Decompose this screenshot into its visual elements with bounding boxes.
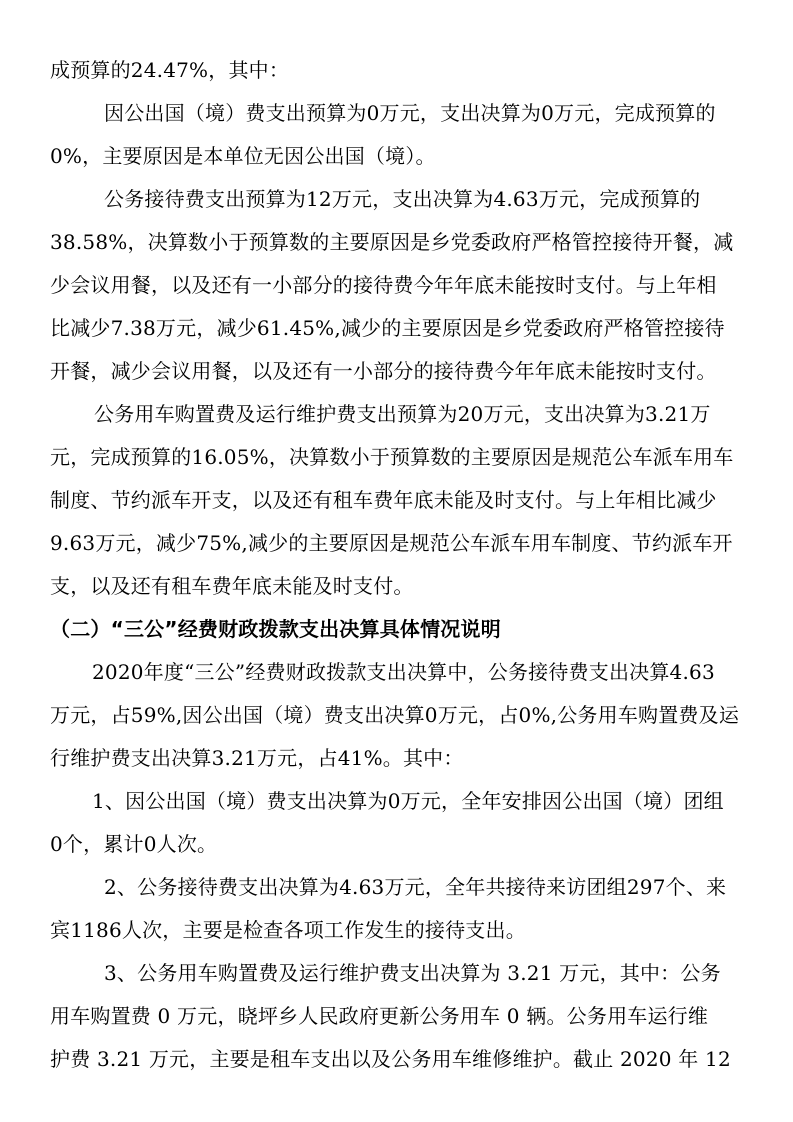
- paragraph-line: 公务接待费支出预算为12万元，支出决算为4.63万元，完成预算的: [104, 187, 701, 211]
- paragraph-line: 成预算的24.47%，其中：: [50, 58, 290, 82]
- paragraph-line: 元，完成预算的16.05%，决算数小于预算数的主要原因是规范公车派车用车: [50, 445, 734, 469]
- paragraph-line: 0%，主要原因是本单位无因公出国（境）。: [50, 144, 436, 168]
- paragraph-line: 0个，累计0人次。: [50, 832, 218, 856]
- paragraph-line: 因公出国（境）费支出预算为0万元，支出决算为0万元，完成预算的: [104, 101, 716, 125]
- paragraph-line: 万元，占59%,因公出国（境）费支出决算0万元，占0%,公务用车购置费及运: [50, 703, 740, 727]
- paragraph-line: 公务用车购置费及运行维护费支出预算为20万元，支出决算为3.21万: [94, 402, 711, 426]
- paragraph-line: 2、公务接待费支出决算为4.63万元，全年共接待来访团组297个、来: [104, 875, 727, 899]
- paragraph-line: 2020年度“三公”经费财政拨款支出决算中，公务接待费支出决算4.63: [92, 660, 715, 684]
- paragraph-line: 支，以及还有租车费年底未能及时支付。: [50, 574, 414, 598]
- paragraph-line: 开餐，减少会议用餐，以及还有一小部分的接待费今年年底未能按时支付。: [50, 359, 717, 383]
- paragraph-line: 1、因公出国（境）费支出决算为0万元，全年安排因公出国（境）团组: [92, 789, 724, 813]
- paragraph-line: 9.63万元，减少75%,减少的主要原因是规范公车派车用车制度、节约派车开: [50, 531, 733, 555]
- paragraph-line: 比减少7.38万元，减少61.45%,减少的主要原因是乡党委政府严格管控接待: [50, 316, 725, 340]
- paragraph-line: 3、公务用车购置费及运行维护费支出决算为 3.21 万元，其中：公务: [104, 961, 721, 985]
- paragraph-line: 宾1186人次，主要是检查各项工作发生的接待支出。: [50, 918, 526, 942]
- paragraph-line: 少会议用餐，以及还有一小部分的接待费今年年底未能按时支付。与上年相: [50, 273, 717, 297]
- section-heading: （二）“三公”经费财政拨款支出决算具体情况说明: [50, 617, 501, 641]
- paragraph-line: 38.58%，决算数小于预算数的主要原因是乡党委政府严格管控接待开餐，减: [50, 230, 734, 254]
- paragraph-line: 护费 3.21 万元，主要是租车支出以及公务用车维修维护。截止 2020 年 12: [50, 1047, 731, 1071]
- paragraph-line: 制度、节约派车开支，以及还有租车费年底未能及时支付。与上年相比减少: [50, 488, 717, 512]
- paragraph-line: 行维护费支出决算3.21万元，占41%。其中：: [50, 746, 464, 770]
- paragraph-line: 用车购置费 0 万元，晓坪乡人民政府更新公务用车 0 辆。公务用车运行维: [50, 1004, 709, 1028]
